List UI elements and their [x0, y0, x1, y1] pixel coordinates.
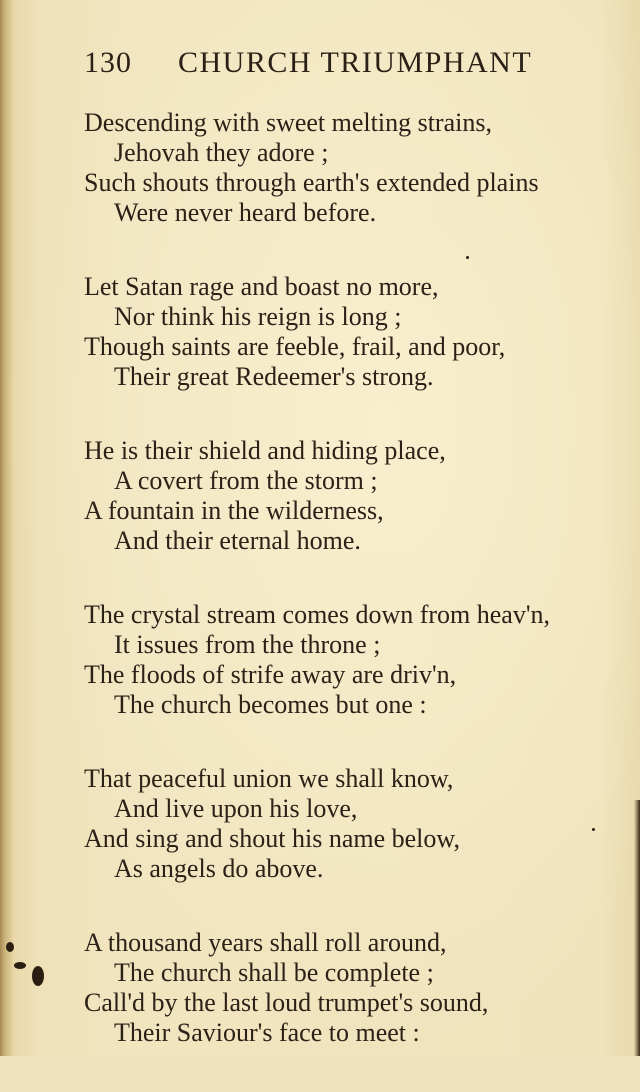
stanza: [84, 272, 640, 392]
ink-blot: [14, 962, 26, 969]
running-title: CHURCH TRIUMPHANT: [178, 46, 533, 79]
ink-blot: [6, 942, 14, 952]
verse-line: And live upon his love,: [114, 794, 358, 823]
verse-line: Their great Redeemer's strong.: [114, 362, 434, 391]
verse-line: A fountain in the wilderness,: [84, 496, 384, 525]
verse-line: Such shouts through earth's extended plains: [84, 168, 539, 197]
page-header: [84, 46, 604, 86]
stanza: [84, 108, 640, 228]
verse-line: A covert from the storm ;: [114, 466, 378, 495]
verse-line: Nor think his reign is long ;: [114, 302, 402, 331]
ink-speck: [592, 828, 595, 831]
hymn-text: [84, 108, 640, 1092]
stanza: [84, 600, 640, 720]
verse-line: The crystal stream comes down from heav'n,: [84, 600, 551, 629]
stanza: [84, 928, 640, 1048]
verse-line: That peaceful union we shall know,: [84, 764, 454, 793]
ink-blot: [32, 966, 44, 986]
page-binding-edge: [0, 0, 14, 1056]
verse-line: A thousand years shall roll around,: [84, 928, 447, 957]
verse-line: The church shall be complete ;: [114, 958, 434, 987]
verse-line: Let Satan rage and boast no more,: [84, 272, 439, 301]
verse-line: As angels do above.: [114, 854, 324, 883]
verse-line: And their eternal home.: [114, 526, 361, 555]
ink-speck: [466, 256, 469, 259]
stanza: [84, 436, 640, 556]
verse-line: Though saints are feeble, frail, and poor,: [84, 332, 506, 361]
verse-line: Descending with sweet melting strains,: [84, 108, 492, 137]
page-number: 130: [84, 46, 132, 79]
verse-line: Call'd by the last loud trumpet's sound,: [84, 988, 489, 1017]
verse-line: Were never heard before.: [114, 198, 377, 227]
verse-line: Jehovah they adore ;: [114, 138, 329, 167]
verse-line: It issues from the throne ;: [114, 630, 381, 659]
verse-line: And sing and shout his name below,: [84, 824, 460, 853]
verse-line: The floods of strife away are driv'n,: [84, 660, 457, 689]
verse-line: The church becomes but one :: [114, 690, 427, 719]
verse-line: Their Saviour's face to meet :: [114, 1018, 420, 1047]
verse-line: He is their shield and hiding place,: [84, 436, 446, 465]
stanza: [84, 764, 640, 884]
